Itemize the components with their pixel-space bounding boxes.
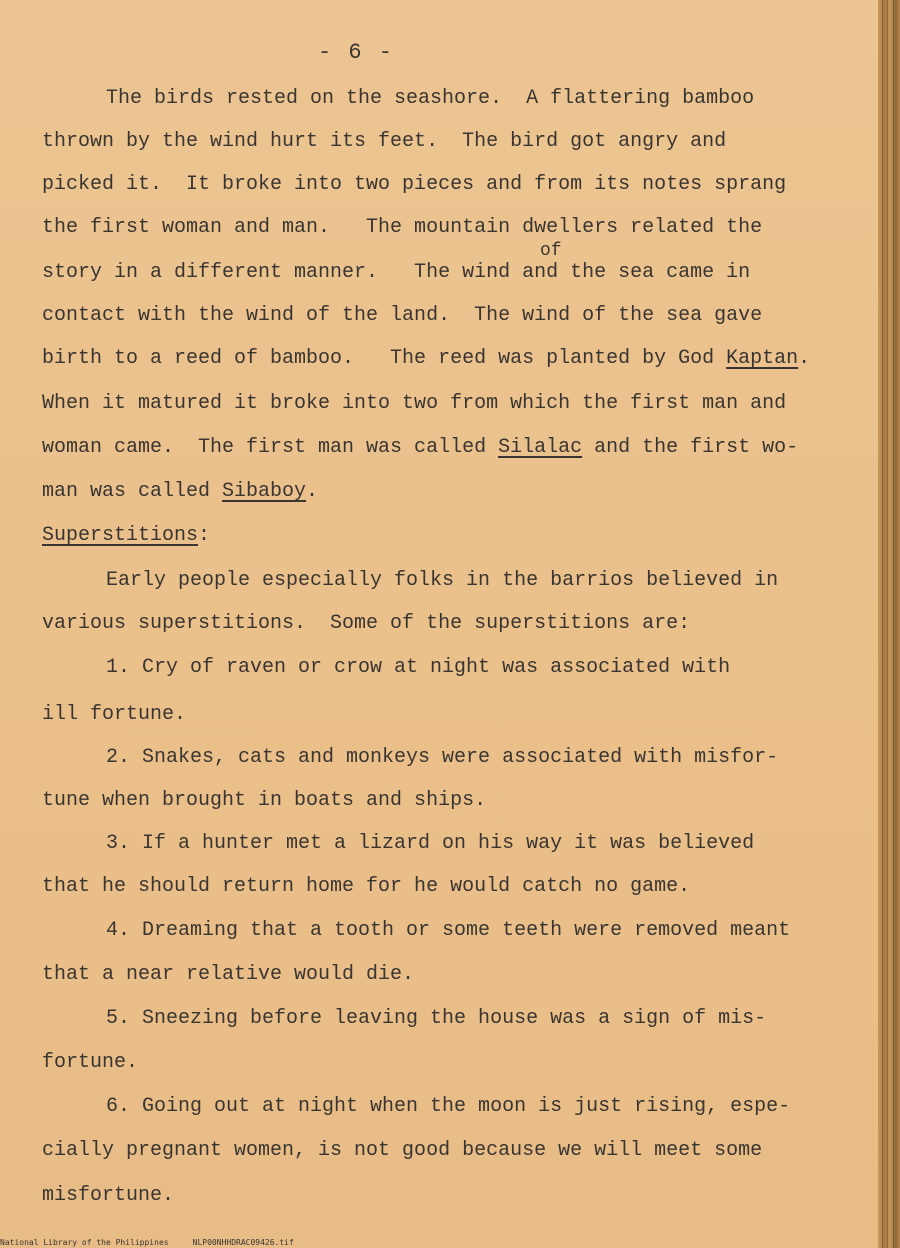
list-item: 2. Snakes, cats and monkeys were associated with misfor-	[106, 746, 779, 769]
underlined-name: Sibaboy	[222, 480, 307, 503]
text-line: ill fortune.	[42, 703, 187, 726]
book-binding	[878, 0, 900, 1248]
text-line: tune when brought in boats and ships.	[42, 789, 487, 812]
text-line: that a near relative would die.	[42, 963, 415, 986]
text-line: The birds rested on the seashore. A flattering bamboo	[106, 87, 755, 110]
text-line: fortune.	[42, 1051, 139, 1074]
text-line: the first woman and man. The mountain dwellers related the	[42, 216, 763, 239]
list-item: 1. Cry of raven or crow at night was associated with	[106, 656, 731, 679]
text-line: that he should return home for he would catch no game.	[42, 875, 691, 898]
text-line: Early people especially folks in the barrios believed in	[106, 569, 779, 592]
list-item: 3. If a hunter met a lizard on his way it was believed	[106, 832, 755, 855]
underlined-name: Silalac	[498, 436, 583, 459]
text-line: picked it. It broke into two pieces and from its notes sprang	[42, 173, 787, 196]
text-line: various superstitions. Some of the superstitions are:	[42, 612, 691, 635]
text-line: contact with the wind of the land. The wind of the sea gave	[42, 304, 763, 327]
text-line: man was called Sibaboy.	[42, 480, 319, 503]
interlinear-correction: of	[540, 241, 562, 261]
list-item: 4. Dreaming that a tooth or some teeth were removed meant	[106, 919, 791, 942]
list-item: 6. Going out at night when the moon is just rising, espe-	[106, 1095, 791, 1118]
text-line: cially pregnant women, is not good because we will meet some	[42, 1139, 763, 1162]
underlined-name: Kaptan	[726, 347, 799, 370]
text-line: misfortune.	[42, 1184, 175, 1207]
page-number: - 6 -	[318, 40, 395, 65]
list-item: 5. Sneezing before leaving the house was a sign of mis-	[106, 1007, 767, 1030]
text-line: thrown by the wind hurt its feet. The bird got angry and	[42, 130, 727, 153]
text-line: story in a different manner. The wind and the sea came in	[42, 261, 751, 284]
scan-footer: National Library of the Philippines NLP00NHHDRAC09426.tif	[0, 1238, 294, 1247]
text-line: woman came. The first man was called Silalac and the first wo-	[42, 436, 799, 459]
section-heading: Superstitions:	[42, 524, 211, 547]
text-line: birth to a reed of bamboo. The reed was planted by God Kaptan.	[42, 347, 811, 370]
text-line: When it matured it broke into two from which the first man and	[42, 392, 787, 415]
